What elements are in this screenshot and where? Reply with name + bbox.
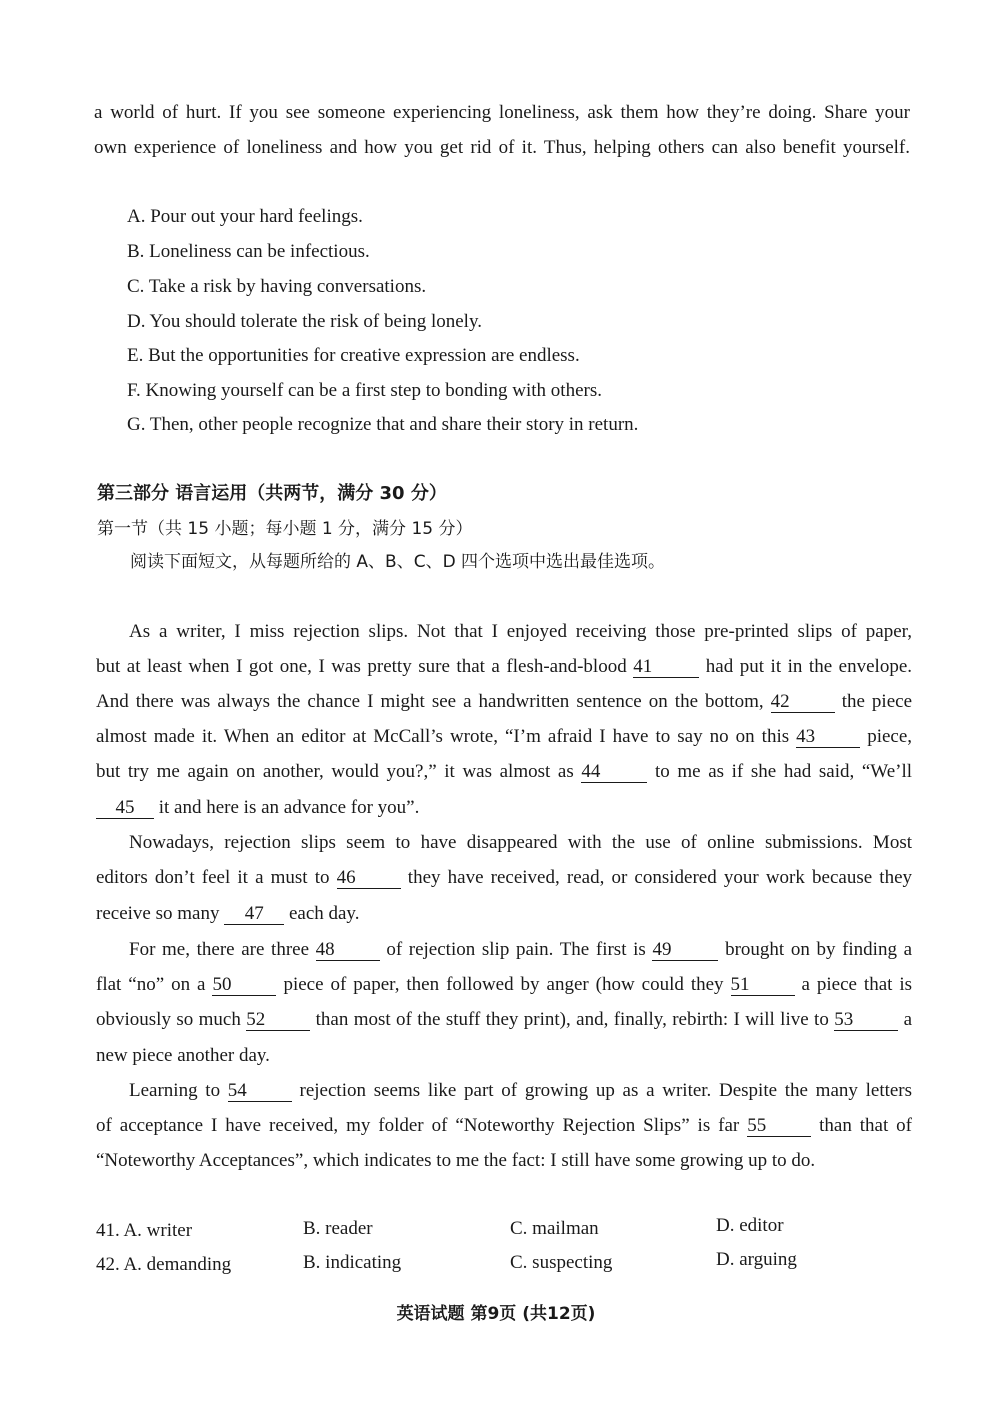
blank-41: 41 — [633, 657, 699, 678]
q42-choice-a[interactable]: 42. A. demanding — [96, 1254, 232, 1275]
p1-line-3: And there was always the chance I might see a handwritten sentence on the bottom, 42 the piece — [96, 691, 913, 712]
p3-line-2: flat “no” on a 50 piece of paper, then followed by anger (how could they 51 a piece that is — [96, 974, 913, 995]
p2-line-3: receive so many 47 each day. — [96, 903, 360, 924]
blank-44: 44 — [581, 762, 647, 783]
p1-line-2: but at least when I got one, I was pretty sure that a flesh-and-blood 41 had put it in the envelope. — [96, 656, 912, 677]
p1-line-6: 45 it and here is an advance for you”. — [96, 796, 419, 820]
p3-line-1: For me, there are three 48 of rejection slip pain. The first is 49 brought on by finding a — [129, 939, 913, 960]
option-f: F. Knowing yourself can be a first step to bonding with others. — [127, 380, 602, 401]
blank-47: 47 — [224, 904, 284, 925]
blank-42: 42 — [771, 692, 835, 713]
blank-48: 48 — [316, 940, 380, 961]
p2-line-1: Nowadays, rejection slips seem to have disappeared with the use of online submissions. Most — [129, 832, 912, 853]
blank-53: 53 — [834, 1010, 898, 1031]
q42-choice-c[interactable]: C. suspecting — [510, 1252, 613, 1273]
blank-43: 43 — [796, 727, 860, 748]
blank-52: 52 — [246, 1010, 310, 1031]
intro-line-1: a world of hurt. If you see someone experiencing loneliness, ask them how they’re doing. Share your — [94, 102, 910, 123]
blank-50: 50 — [212, 975, 276, 996]
option-c: C. Take a risk by having conversations. — [127, 276, 427, 297]
option-g: G. Then, other people recognize that and share their story in return. — [127, 414, 639, 435]
p4-line-1: Learning to 54 rejection seems like part of growing up as a writer. Despite the many letters — [129, 1080, 913, 1101]
blank-45: 45 — [96, 798, 154, 819]
page-footer: 英语试题 第9页 (共12页) — [396, 1304, 596, 1324]
blank-51: 51 — [731, 975, 795, 996]
intro-line-2: own experience of loneliness and how you get rid of it. Thus, helping others can also benefit yourself. — [94, 137, 910, 158]
option-d: D. You should tolerate the risk of being lonely. — [127, 311, 482, 332]
blank-55: 55 — [747, 1116, 811, 1137]
q41-choice-a[interactable]: 41. A. writer — [96, 1220, 193, 1241]
q42-choice-b[interactable]: B. indicating — [303, 1252, 402, 1273]
instruction: 阅读下面短文，从每题所给的 A、B、C、D 四个选项中选出最佳选项。 — [130, 552, 666, 572]
p1-line-1: As a writer, I miss rejection slips. Not that I enjoyed receiving those pre-printed slips of paper, — [129, 621, 912, 642]
subsection-title: 第一节（共 15 小题；每小题 1 分，满分 15 分） — [97, 519, 473, 539]
p2-line-2: editors don’t feel it a must to 46 they have received, read, or considered your work because they — [96, 867, 913, 888]
option-a: A. Pour out your hard feelings. — [127, 206, 363, 227]
option-b: B. Loneliness can be infectious. — [127, 241, 370, 262]
q42-choice-d[interactable]: D. arguing — [716, 1249, 797, 1270]
q41-choice-b[interactable]: B. reader — [303, 1218, 373, 1239]
blank-49: 49 — [652, 940, 718, 961]
blank-46: 46 — [337, 868, 401, 889]
p1-line-5: but try me again on another, would you?,” it was almost as 44 to me as if she had said, “We’ll — [96, 761, 913, 782]
q41-choice-c[interactable]: C. mailman — [510, 1218, 599, 1239]
option-e: E. But the opportunities for creative expression are endless. — [127, 345, 580, 366]
q41-choice-d[interactable]: D. editor — [716, 1215, 784, 1236]
p3-line-4: new piece another day. — [96, 1045, 270, 1066]
blank-54: 54 — [228, 1081, 292, 1102]
p1-line-4: almost made it. When an editor at McCall’s wrote, “I’m afraid I have to say no on this 43 piece, — [96, 726, 913, 747]
p4-line-2: of acceptance I have received, my folder of “Noteworthy Rejection Slips” is far 55 than that of — [96, 1115, 913, 1136]
part-title: 第三部分 语言运用（共两节，满分 30 分） — [97, 483, 447, 504]
p4-line-3: “Noteworthy Acceptances”, which indicates to me the fact: I still have some growing up to do. — [96, 1150, 816, 1171]
p3-line-3: obviously so much 52 than most of the stuff they print), and, finally, rebirth: I will live to 53 a — [96, 1009, 913, 1030]
